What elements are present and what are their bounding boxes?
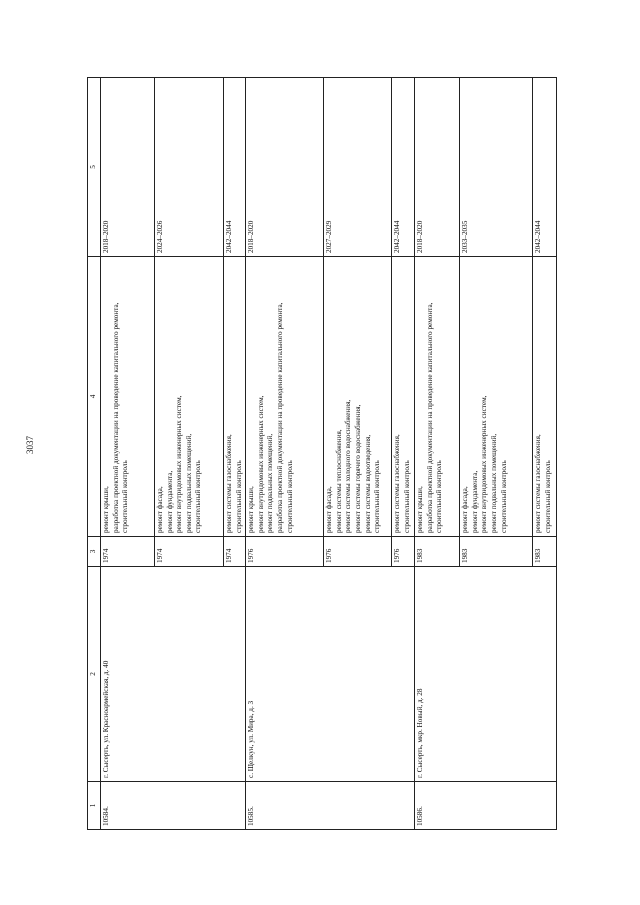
header-cell: 2	[88, 567, 101, 782]
page-number: 3037	[25, 436, 35, 454]
year-cell: 1974	[101, 537, 155, 567]
header-row	[88, 78, 101, 830]
year-cell: 1983	[415, 537, 460, 567]
header-cell: 3	[88, 537, 101, 567]
repair-schedule-table	[87, 77, 557, 830]
period-cell: 2024–2026	[155, 78, 224, 257]
table-row	[415, 78, 460, 830]
year-cell: 1974	[155, 537, 224, 567]
work-cell: ремонт крыши, разработка проектной документации на проведение капитального ремонта, строительный контроль	[101, 257, 155, 537]
rotated-table-container	[87, 78, 552, 830]
address-cell: г. Сысерть, мкр. Новый, д. 28	[415, 567, 557, 782]
row-number: 10586.	[415, 782, 557, 830]
period-cell: 2042–2044	[533, 78, 557, 257]
row-number: 10584.	[101, 782, 246, 830]
work-cell: ремонт фасада, ремонт фундамента, ремонт внутридомовых инженерных систем, ремонт подвальных помещений, строительный контроль	[460, 257, 533, 537]
period-cell: 2033–2035	[460, 78, 533, 257]
address-cell: г. Сысерть, ул. Красноармейская, д. 40	[101, 567, 246, 782]
row-number: 10585.	[246, 782, 415, 830]
work-cell: ремонт системы газоснабжения, строительный контроль	[224, 257, 246, 537]
period-cell: 2042–2044	[392, 78, 415, 257]
period-cell: 2027–2029	[324, 78, 392, 257]
period-cell: 2042–2044	[224, 78, 246, 257]
work-cell: ремонт системы газоснабжения, строительный контроль	[533, 257, 557, 537]
work-cell: ремонт крыши, ремонт внутридомовых инженерных систем, ремонт подвальных помещений, разработка проектной документации на проведение капитального ремонта, строительный контроль	[246, 257, 324, 537]
period-cell: 2018–2020	[246, 78, 324, 257]
table-row	[101, 78, 155, 830]
year-cell: 1983	[533, 537, 557, 567]
period-cell: 2018–2020	[101, 78, 155, 257]
work-cell: ремонт системы газоснабжения, строительный контроль	[392, 257, 415, 537]
period-cell: 2018–2020	[415, 78, 460, 257]
work-cell: ремонт крыши, разработка проектной документации на проведение капитального ремонта, строительный контроль	[415, 257, 460, 537]
table-row	[246, 78, 324, 830]
work-cell: ремонт фасада, ремонт системы теплоснабжения, ремонт системы холодного водоснабжения, ремонт системы горячего водоснабжения, ремонт системы водоотведения, строительный контроль	[324, 257, 392, 537]
work-cell: ремонт фасада, ремонт фундамента, ремонт внутридомовых инженерных систем, ремонт подвальных помещений, строительный контроль	[155, 257, 224, 537]
header-cell: 1	[88, 782, 101, 830]
year-cell: 1976	[246, 537, 324, 567]
year-cell: 1974	[224, 537, 246, 567]
header-cell: 5	[88, 78, 101, 257]
year-cell: 1976	[392, 537, 415, 567]
address-cell: с. Щелкун, ул. Мира, д. 3	[246, 567, 415, 782]
year-cell: 1976	[324, 537, 392, 567]
year-cell: 1983	[460, 537, 533, 567]
header-cell: 4	[88, 257, 101, 537]
